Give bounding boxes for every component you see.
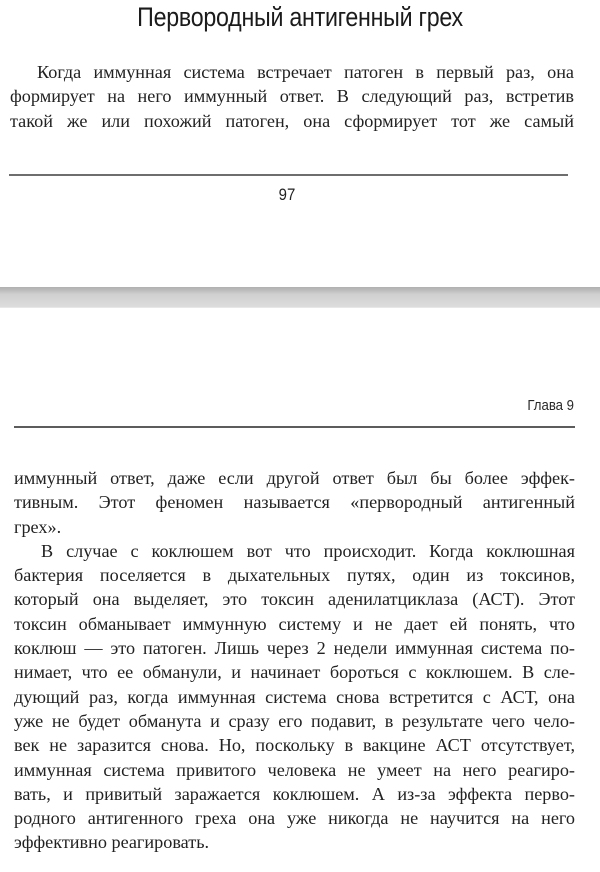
book-page-top (0, 0, 600, 287)
text-line: токсин обманывает иммунную систему и не дает ей понять, что (14, 613, 575, 634)
text-line: иммунный ответ, даже если другой ответ был бы более эффек- (14, 468, 575, 488)
text-line: век не заразится снова. Но, поскольку в вакцине АСТ отсутствует, (14, 735, 575, 756)
text-line: тивным. Этот феномен называется «первородный антигенный (14, 492, 575, 513)
text-line: формирует на него иммунный ответ. В следующий раз, встретив (10, 86, 574, 107)
text-line: такой же или похожий патоген, она сформирует тот же самый (10, 110, 574, 131)
paragraph-top (10, 60, 574, 133)
text-line: коклюш — это патоген. Лишь через 2 недели иммунная система по- (14, 638, 575, 659)
paragraph-2 (14, 539, 575, 855)
page-number: 97 (278, 185, 296, 204)
footer-rule (9, 174, 568, 176)
running-header-chapter: Глава 9 (527, 397, 574, 414)
page-separator (0, 287, 600, 308)
text-line: иммунная система привитого человека не умеет на него реагиро- (14, 759, 575, 780)
page-body (14, 466, 575, 855)
text-line: нимает, что ее обманули, и начинает бороться с коклюшем. В сле- (14, 662, 575, 683)
text-line: грех». (14, 516, 62, 537)
header-rule (14, 426, 575, 428)
text-line: вать, и привитый заражается коклюшем. А из-за эффекта перво- (14, 783, 575, 804)
text-line: эффективно реагировать. (14, 832, 210, 853)
text-line: уже не будет обманута и сразу его подавит, в результате чего чело- (14, 710, 575, 731)
text-line: дующий раз, когда иммунная система снова встретится с АСТ, она (14, 686, 575, 707)
section-title: Первородный антигенный грех (137, 2, 463, 32)
text-line: родного антигенного греха она уже никогда не научится на него (14, 808, 575, 829)
paragraph-1 (14, 466, 575, 539)
text-line: который она выделяет, это токсин аденилатциклаза (АСТ). Этот (14, 589, 575, 610)
text-line: Когда иммунная система встречает патоген в первый раз, она (37, 62, 574, 82)
text-line: В случае с коклюшем вот что происходит. Когда коклюшная (41, 540, 575, 561)
text-line: бактерия поселяется в дыхательных путях, один из токсинов, (14, 565, 575, 586)
